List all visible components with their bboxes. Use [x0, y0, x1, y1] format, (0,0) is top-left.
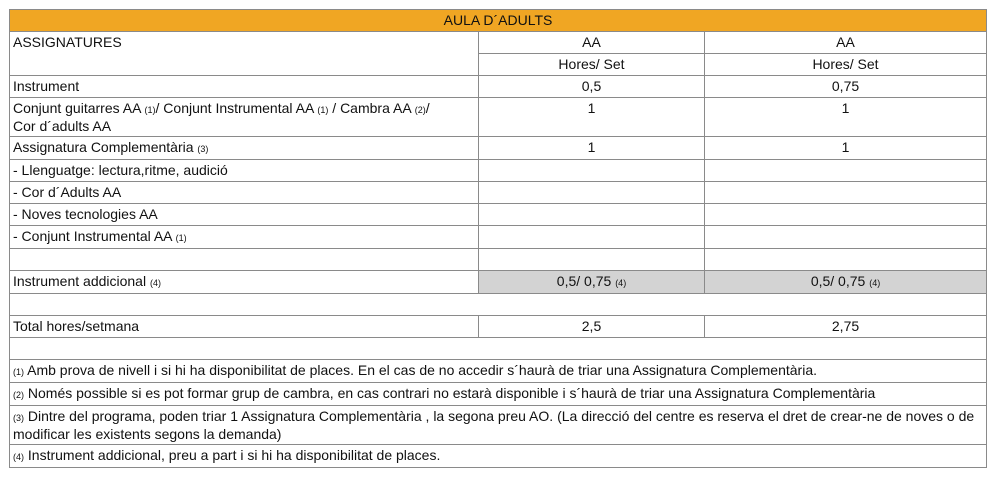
empty-cell [705, 249, 987, 271]
empty-cell [10, 294, 987, 316]
table-row [10, 271, 987, 294]
label-part: Conjunt guitarres AA [13, 100, 145, 116]
row-value-col2: 0,75 [705, 76, 987, 98]
footnote-mark: (4) [615, 278, 627, 288]
col2-subheader: Hores/ Set [705, 54, 987, 76]
footnote-mark: (2) [414, 105, 426, 115]
label-part: / [425, 100, 430, 116]
footnote-text: Amb prova de nivell i si hi ha disponibilitat de places. En el cas de no accedir s´haurà de triar una Assignatura Complementària. [24, 362, 817, 378]
col1-subheader: Hores/ Set [479, 54, 705, 76]
assignatures-header: ASSIGNATURES [10, 32, 479, 76]
empty-cell [10, 338, 987, 360]
footnote-mark: (1) [144, 105, 156, 115]
row-value-col1 [479, 271, 705, 294]
footnote-mark: (4) [869, 278, 881, 288]
footnote-mark: (1) [13, 367, 24, 377]
footnote-mark: (1) [317, 105, 329, 115]
row-label: - Cor d´Adults AA [10, 182, 479, 204]
table-row [10, 98, 987, 137]
row-label [10, 137, 479, 160]
row-value-col2: 1 [705, 137, 987, 160]
empty-cell [479, 249, 705, 271]
row-label: Total hores/setmana [10, 316, 479, 338]
table-row [10, 76, 987, 98]
row-value-col1: 1 [479, 137, 705, 160]
row-label [10, 98, 479, 137]
footnote-text: Instrument addicional, preu a part i si hi ha disponibilitat de places. [24, 447, 441, 463]
label-part: Cor d´adults AA [13, 118, 112, 134]
row-label [10, 271, 479, 294]
empty-cell [705, 182, 987, 204]
footnote-row [10, 360, 987, 383]
row-value-col2 [705, 271, 987, 294]
label-part: / Conjunt Instrumental AA [155, 100, 318, 116]
footnote-row [10, 406, 987, 445]
footnote-mark: (4) [149, 278, 161, 288]
header-row-1 [10, 32, 987, 54]
table-title: AULA D´ADULTS [10, 10, 987, 32]
title-row [10, 10, 987, 32]
row-label [10, 226, 479, 249]
table-row [10, 160, 987, 182]
empty-cell [705, 160, 987, 182]
table-row [10, 226, 987, 249]
row-value-col1: 1 [479, 98, 705, 137]
row-label: Instrument [10, 76, 479, 98]
col2-header: AA [705, 32, 987, 54]
table-row [10, 182, 987, 204]
footnote-mark: (1) [175, 233, 187, 243]
row-value-col2: 1 [705, 98, 987, 137]
row-value-col1: 2,5 [479, 316, 705, 338]
empty-cell [10, 249, 479, 271]
value-text: 0,5/ 0,75 [810, 273, 870, 289]
spacer-row [10, 338, 987, 360]
empty-cell [705, 204, 987, 226]
footnote-mark: (3) [13, 413, 24, 423]
empty-cell [479, 160, 705, 182]
footnote-row [10, 445, 987, 468]
row-value-col1: 0,5 [479, 76, 705, 98]
value-text: 0,5/ 0,75 [556, 273, 616, 289]
spacer-row [10, 294, 987, 316]
footnote-mark: (4) [13, 452, 24, 462]
table-row [10, 137, 987, 160]
label-part: / Cambra AA [328, 100, 415, 116]
empty-cell [479, 204, 705, 226]
table-row [10, 204, 987, 226]
label-text: Instrument addicional [13, 273, 150, 289]
footnote-3 [10, 406, 987, 445]
row-label: - Noves tecnologies AA [10, 204, 479, 226]
empty-cell [479, 226, 705, 249]
label-text: Assignatura Complementària [13, 139, 198, 155]
row-value-col2: 2,75 [705, 316, 987, 338]
schedule-table [9, 9, 987, 468]
empty-row [10, 249, 987, 271]
footnote-mark: (3) [197, 144, 209, 154]
footnote-text: Dintre del programa, poden triar 1 Assignatura Complementària , la segona preu AO. (La direcció del centre es reserva el dret de crear-ne de noves o de modificar les existents segons la demanda) [13, 408, 975, 442]
label-text: - Conjunt Instrumental AA [13, 228, 176, 244]
col1-header: AA [479, 32, 705, 54]
total-row [10, 316, 987, 338]
empty-cell [479, 182, 705, 204]
footnote-text: Només possible si es pot formar grup de cambra, en cas contrari no estarà disponible i s´haurà de triar una Assignatura Complementària [24, 385, 876, 401]
footnote-2 [10, 383, 987, 406]
footnote-1 [10, 360, 987, 383]
footnote-row [10, 383, 987, 406]
row-label: - Llenguatge: lectura,ritme, audició [10, 160, 479, 182]
footnote-mark: (2) [13, 390, 24, 400]
footnote-4 [10, 445, 987, 468]
empty-cell [705, 226, 987, 249]
